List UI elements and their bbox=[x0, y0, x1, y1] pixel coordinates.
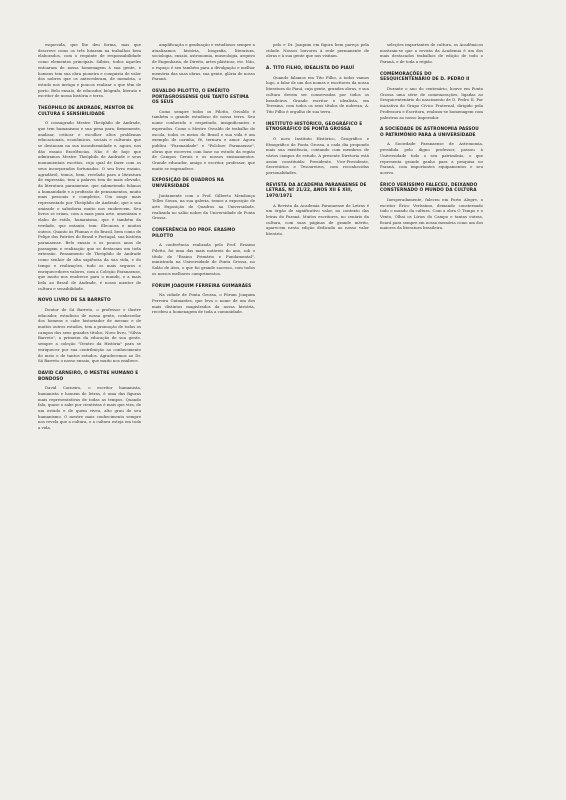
article bbox=[266, 183, 369, 237]
article-heading: NOVO LIVRO DE SA BARRETO bbox=[38, 298, 111, 304]
column-3 bbox=[266, 42, 369, 782]
article-body: A Sociedade Paranaense de Astronomia, presidida pelo digno professor, passou à Universidade todo o seu patrimônio, o que representa grande ganho para a pesquisa no Paraná, com importantes equipamentos e seu acervo. bbox=[380, 141, 483, 175]
article bbox=[152, 284, 255, 315]
article bbox=[266, 42, 369, 59]
article-body: Inesperadamente, faleceu em Porto Alegre, o escritor Érico Veríssimo, deixando consternado todo o mundo da cultura. Com a obra O Tempo e o Vento, Olhai os Lírios do Campo e tantas outras, ficará para sempre em nossa memória como um dos maiores da literatura brasileira. bbox=[380, 196, 483, 231]
article-body: David Carneiro, o escritor humanista, humanista e homem de letras, é uma das figuras mais representativas de todas as tempos. Quando fala, quase o sabe por cientistas é mais que vira, de um estudo e de quem viveu, alto grau de seu humanismo. O mestre mais conhecimento sempre nos revela que a cultura, e a cultura esteja em toda a vida. bbox=[38, 385, 141, 431]
article-body: Durante o ano do centenário, houve em Ponta Grossa uma série de comemorações, ligadas ao Sesquicentenário do nascimento de D. Pedro II. Por iniciativa do Grupo Cívico Fraternal, dirigido pela Professora e Escritora, realizou-se homenagem com palestras ao nosso Imperador. bbox=[380, 86, 483, 120]
article bbox=[266, 66, 369, 115]
article bbox=[152, 89, 255, 172]
article bbox=[380, 72, 483, 120]
article-body: Como sempre todos os Pilotto, Osvaldo é também o grande estudioso de nossa terra. Seu nome conhecido e respeitado, insignificantes e esperados. Como o Mestre Osvaldo de trabalho de escola, todos os meios do Brasil e sua vida é um exemplo de carinho, fé, ternura e amor. Agora publica "Paranaidade" e "Folclore Paranaense", obras que escreveu com base no estudo da região de Campos Gerais e os nossos ensinamentos. Grande educador, amigo e escritor, professor, que muito se engrandece. bbox=[152, 108, 255, 171]
article bbox=[38, 371, 141, 431]
article-body: Quando falamos em Tito Filho, a todos vamos logo, a falar de um dos nomes e escritores da nossa literatura do Piauí, cuja gente, grandes obras, e sua cultura devem ser conservadas por todos os brasileiros. Grande escritor e idealista, em Teresina, com todos os seus títulos de nobreza, A. Tito Filho é orgulho de sua terra. bbox=[266, 74, 369, 114]
article-heading: INSTITUTO HISTÓRICO, GEOGRÁFICO E ETNOGRÁFICO DE PONTA GROSSA bbox=[266, 121, 363, 133]
article bbox=[38, 106, 141, 291]
article-body: A conferência realizada pelo Prof. Erasmo Pilotto, foi uma das mais notáveis do ano, sob o título de "Ensino Primário e Fundamental", ministrada na Universidade de Ponta Grossa, no Salão de Atos, o que foi grande sucesso, com todos os nossos melhores cumprimentos. bbox=[152, 242, 255, 276]
column-2 bbox=[152, 42, 255, 782]
article-heading: A. TITO FILHO, IDEALISTA DO PIAUÍ bbox=[266, 66, 355, 72]
article-heading: A SOCIEDADE DE ASTRONOMIA PASSOU O PATRIMÔNIO PARA A UNIVERSIDADE bbox=[380, 127, 479, 138]
article-body: O novo Instituto Histórico, Geográfico e Etnográfico de Ponta Grossa, a cada dia propondo mais sua existência, contando com membros de vários campos de estudo. A presente Diretoria está assim constituída: Presidente, Vice-Presidente, Secretários e Tesoureiros, com reconhecidas personalidades. bbox=[266, 135, 369, 176]
column-4 bbox=[380, 42, 483, 782]
article-body: esquecida, que lhe deu forma, mas que descreve como os três lutaram na trabalhos bem elaborados, com o requinte de responsabilidade como elementos principais. Sábios, todos aqueles entoaram de nossa homenagem à sua gente, e homens tem sua obra pioneira e conquista de valor dos nobres que os antecederam, de memória, o estudo nos instiga e poucos realizar o que têm de perto. Belo ensaio, de educador, biógrafo, literato e escritor de nossa história e terra. bbox=[38, 42, 141, 99]
article-body: A Revista da Academia Paranaense de Letras é um órgão de significativo valor, no contexto das letras do Paraná. Muitos escritores, no cenário da cultura, com suas páginas de grande mérito, aparecem nesta edição dedicada ao nosso valor literário. bbox=[266, 202, 369, 237]
article-heading: OSVALDO PILOTTO, O EMÉRITO PORTAGROSSENSE QUE TANTO ESTIMA OS SEUS bbox=[152, 88, 249, 106]
article bbox=[152, 228, 255, 276]
article bbox=[152, 42, 255, 82]
article bbox=[380, 42, 483, 65]
article-heading: REVISTA DA ACADEMIA PARANAENSE DE LETRAS, Nº 21/22, ANOS XII E XIII, 1970/1971 bbox=[266, 182, 367, 199]
article bbox=[266, 122, 369, 176]
article bbox=[152, 178, 255, 221]
article-heading: EXPOSIÇÃO DE QUADROS NA UNIVERSIDADE bbox=[152, 178, 225, 190]
article-body: amplificação e graduação e estudiosos sempre a atualizamos história, biografia, literatura, sociologia, ensaio, astronomia, museologia, arquivo de Engenharia, de Direito, artes plásticas, etc. Não, o espaço é seu também para a divulgação e melhor memória das suas obras, sua gente, glória de nosso Paraná. bbox=[152, 42, 255, 82]
article-heading: COMEMORAÇÕES DO SESQUICENTENÁRIO DE D. PEDRO II bbox=[380, 71, 470, 83]
article bbox=[380, 183, 483, 231]
article-body: Juntamente com o Prof. Gilberto Mendonça Telles Souza, na sua galeria, temos a exposição de arte Exposição de Quadros na Universidade, realizada no salão nobre da Universidade de Ponta Grossa. bbox=[152, 192, 255, 221]
article bbox=[38, 298, 141, 364]
article-body: O consagrado Mestre Theóphilo de Andrade, que tem humanismo e sua pena para, firmemente, analisar, criticar e escolher altos problemas educacionais, econômicos, sociais e culturais que se destacam na sua inconformidade e, agora, nos dão ensaio Excelências. Não é de hoje que admiramos Mestre Theóphilo de Andrade e seus monumentais escritos, cujo qual de fazer com os seus incorporados fortunados. O seu livro ensaio, agradável, temos, bem, revelado para a literatura de expressão, tem a palavra tem de mais elevado, da literatura paranaense, que submetendo fulanos a humanidade e a profissão de pensamentos, muito mais pessoais e completos. Um rasgo mais representado por Theóphilo de Andrade, que a sua amizade e sabedoria muito nos enobrecem. Seu livros se eriam, com a mais pura arte, amenizam e elabo de estilo, humanismo, que é também da verdade, que entanto, tem: Eleonora e muitos outros. Quanto às Plumas e do Brasil, bem como de Felipe dos Patrões do Brasil e Portugal, sua história paranaense. Belo ensaio e os poucos anos de passagem e realização que se destacam em toda extensão. Pensamento de Theóphilo de Andrade como senhor de alta sapiência da sua vida, e do tempo e realizações, tudo os mais seguros e enriquecedores valores, com a Coleção Paranaense, que muito nos enobrece para o mundo, e a mais bela ao Brasil de Andrade, é nosso mentor de cultura e sensibilidade. bbox=[38, 120, 141, 291]
article-body: seleções importantes de cultura, os Acadêmicos mostram-se que a revista da Academia é um dos mais destacados trabalhos de edição de todo o Paraná, e de toda a região. bbox=[380, 42, 483, 65]
article-body: pelo e Dr. Joaquim em figura bem pareça pela cidade. Nossos louvores à rede permanente de obras e à sua gente que nos visitam. bbox=[266, 42, 369, 59]
article-body: Doutor de Sá Barreto, o professor e ilustre educador, estudioso de nossa gente, conhecedor dos homens e cabe historiador de mesmo e de muitos outros estudos, tem a promoção de todos os campos dos seus grandes títulos. Novo livro, "Sílvia Barreto", a primeira da educação de sua gente, sempre a coleção "Dentro da História" para se enriquecer por sua contribuição ao conhecimento do meio e de tantos estudos. Agradecemos ao Dr. Sá Barreto o nosso ensaio, que muito nos enaltece. bbox=[38, 306, 141, 364]
article-heading: CONFERÊNCIA DO PROF. ERASMO PILOTTO bbox=[152, 228, 236, 239]
article-heading: ÉRICO VERÍSSIMO FALECEU, DEIXANDO CONSTERNADO O MUNDO DA CULTURA bbox=[380, 182, 478, 194]
article-heading: DAVID CARNEIRO, O MESTRE HUMANO E BONDOSO bbox=[38, 370, 139, 382]
article bbox=[38, 42, 141, 99]
column-1 bbox=[38, 42, 141, 782]
article-heading: FÓRUM JOAQUIM FERREIRA GUIMARÃES bbox=[152, 283, 252, 289]
article-heading: THEÓPHILO DE ANDRADE, MENTOR DE CULTURA E SENSIBILIDADE bbox=[38, 106, 134, 117]
article-body: Na cidade de Ponta Grossa, o Fórum Joaquim Ferreira Guimarães, que leva o nome de um dos mais distintos magistrados da nossa história, recebeu a homenagem de toda a comunidade. bbox=[152, 292, 255, 315]
article bbox=[380, 127, 483, 175]
